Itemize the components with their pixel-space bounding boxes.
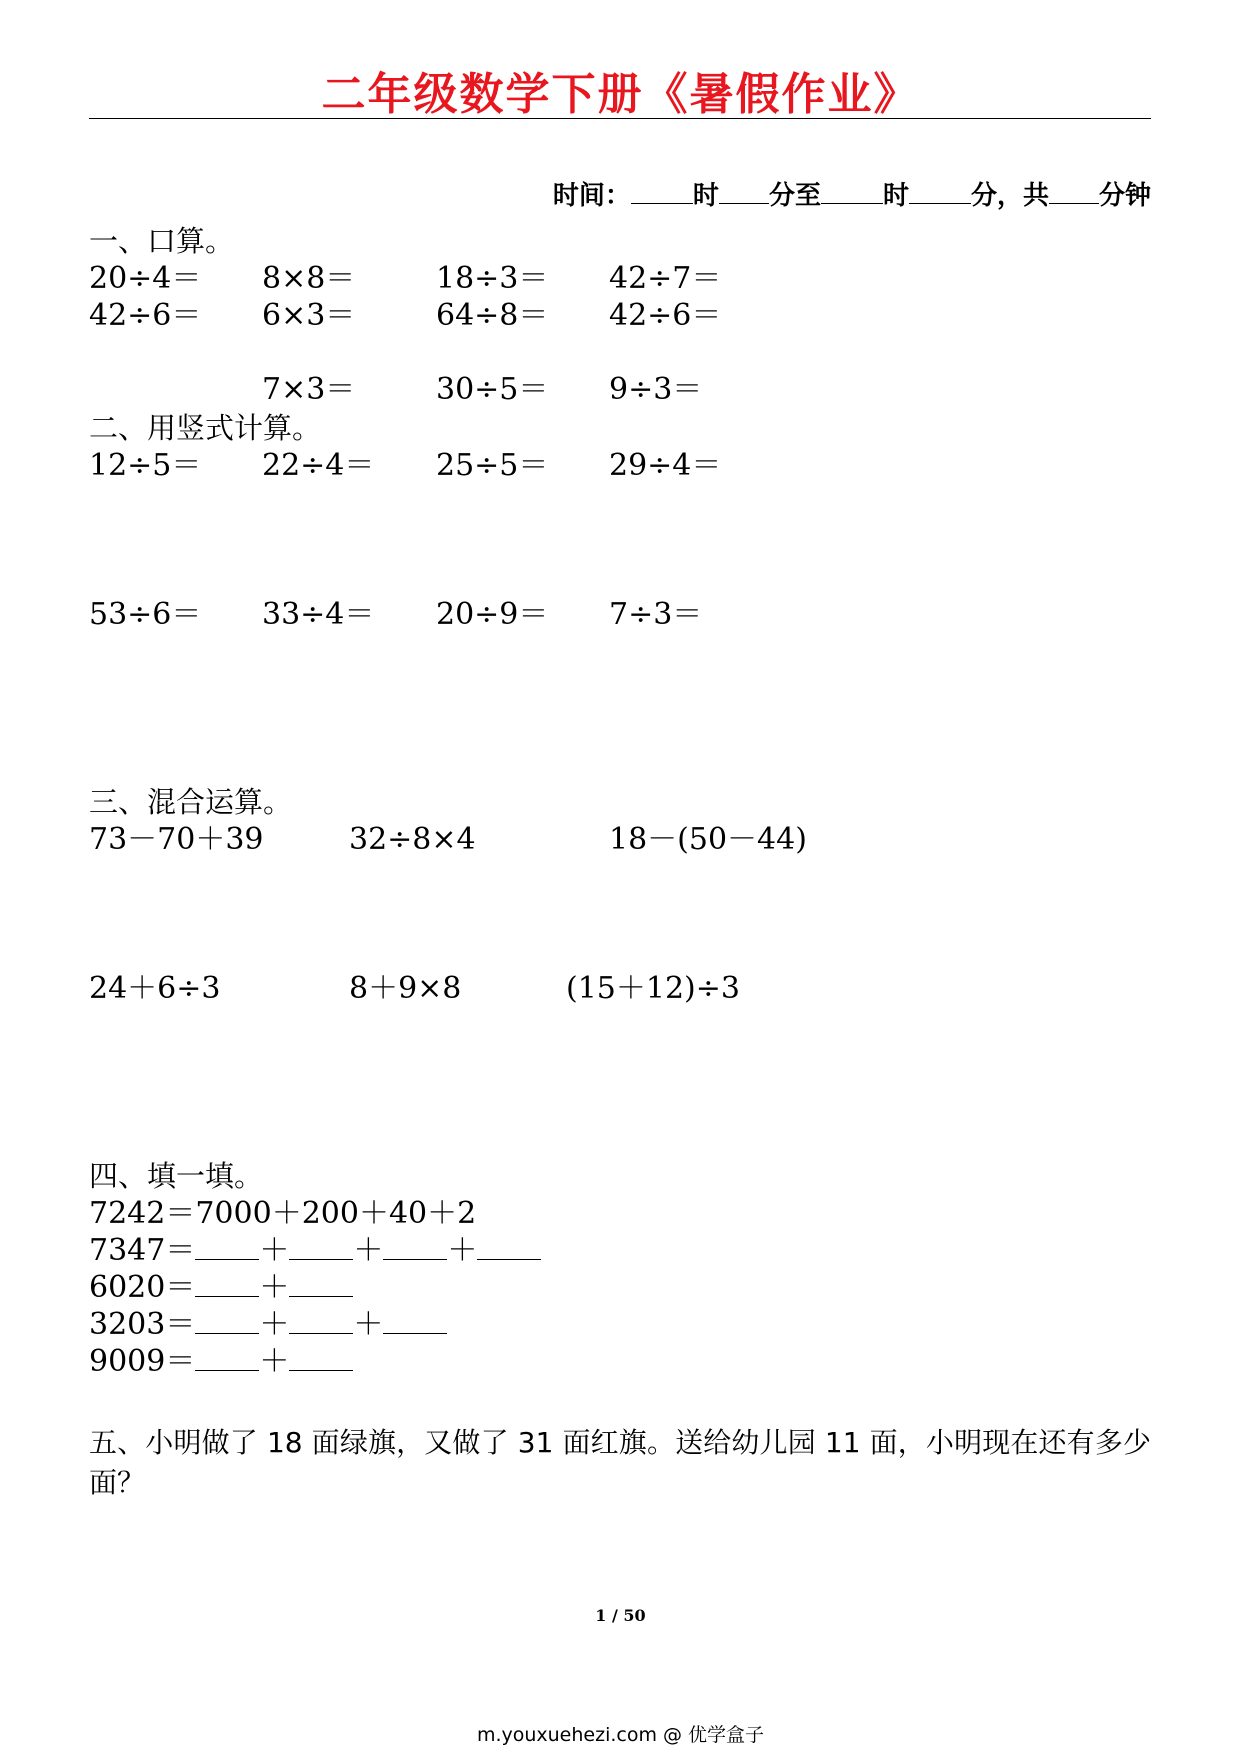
title-divider <box>89 118 1151 119</box>
section3-heading: 三、混合运算。 <box>89 785 293 819</box>
site-footer: m.youxuehezi.com @ 优学盒子 <box>476 1724 765 1746</box>
vertical-calc-item: 12÷5＝ <box>89 448 202 483</box>
fill-blank[interactable] <box>195 1295 259 1297</box>
start-hour-blank[interactable] <box>631 202 693 204</box>
fill-number: 6020＝ <box>89 1270 196 1305</box>
section2-heading: 二、用竖式计算。 <box>89 411 322 445</box>
mixed-calc-item: 32÷8×4 <box>349 822 476 857</box>
plus-sign: ＋ <box>259 1233 290 1268</box>
fill-number: 7347＝ <box>89 1233 196 1268</box>
vertical-calc-item: 53÷6＝ <box>89 597 202 632</box>
fill-blank[interactable] <box>383 1332 447 1334</box>
fill-blank[interactable] <box>289 1258 353 1260</box>
mixed-calc-item: 8＋9×8 <box>349 971 462 1006</box>
plus-sign: ＋ <box>259 1344 290 1379</box>
oral-calc-item: 7×3＝ <box>262 372 356 407</box>
fill-item <box>89 1307 447 1343</box>
oral-calc-item: 6×3＝ <box>262 298 356 333</box>
mixed-calc-item: 18－(50－44) <box>609 822 807 857</box>
oral-calc-item: 18÷3＝ <box>436 261 549 296</box>
plus-sign: ＋ <box>447 1233 478 1268</box>
oral-calc-item: 9÷3＝ <box>609 372 703 407</box>
mixed-calc-item: 24＋6÷3 <box>89 971 221 1006</box>
oral-calc-item: 42÷6＝ <box>89 298 202 333</box>
fill-blank[interactable] <box>477 1258 541 1260</box>
oral-calc-item: 20÷4＝ <box>89 261 202 296</box>
mixed-calc-item: (15＋12)÷3 <box>566 971 740 1006</box>
oral-calc-item: 30÷5＝ <box>436 372 549 407</box>
page-title: 二年级数学下册《暑假作业》 <box>321 69 920 120</box>
vertical-calc-item: 25÷5＝ <box>436 448 549 483</box>
oral-calc-item: 42÷7＝ <box>609 261 722 296</box>
mixed-calc-item: 73－70＋39 <box>89 822 264 857</box>
word-problem: 五、小明做了 18 面绿旗，又做了 31 面红旗。送给幼儿园 11 面，小明现在还有多少面？ <box>89 1426 1151 1499</box>
minute-to-label: 分至 <box>768 181 821 211</box>
hour-label-1: 时 <box>692 181 719 211</box>
plus-sign: ＋ <box>259 1307 290 1342</box>
fill-example: 7242＝7000＋200＋40＋2 <box>89 1196 477 1231</box>
plus-sign: ＋ <box>259 1270 290 1305</box>
oral-calc-item: 64÷8＝ <box>436 298 549 333</box>
fill-blank[interactable] <box>195 1369 259 1371</box>
oral-calc-item: 42÷6＝ <box>609 298 722 333</box>
plus-sign: ＋ <box>353 1233 384 1268</box>
vertical-calc-item: 7÷3＝ <box>609 597 703 632</box>
plus-sign: ＋ <box>353 1307 384 1342</box>
fill-blank[interactable] <box>289 1369 353 1371</box>
fill-blank[interactable] <box>289 1295 353 1297</box>
fill-blank[interactable] <box>383 1258 447 1260</box>
page-number: 1 / 50 <box>595 1606 646 1625</box>
hour-label-2: 时 <box>882 181 909 211</box>
vertical-calc-item: 22÷4＝ <box>262 448 375 483</box>
vertical-calc-item: 20÷9＝ <box>436 597 549 632</box>
time-record-line <box>553 175 1151 212</box>
fill-number: 3203＝ <box>89 1307 196 1342</box>
section1-heading: 一、口算。 <box>89 224 235 258</box>
end-minute-blank[interactable] <box>909 202 971 204</box>
oral-calc-item: 8×8＝ <box>262 261 356 296</box>
fill-item <box>89 1344 353 1380</box>
minutes-label: 分钟 <box>1098 181 1151 211</box>
minute-total-label: 分，共 <box>970 181 1049 211</box>
vertical-calc-item: 33÷4＝ <box>262 597 375 632</box>
fill-item <box>89 1270 353 1306</box>
time-label: 时间： <box>552 181 631 211</box>
fill-blank[interactable] <box>195 1258 259 1260</box>
fill-blank[interactable] <box>195 1332 259 1334</box>
fill-item <box>89 1233 541 1269</box>
fill-blank[interactable] <box>289 1332 353 1334</box>
end-hour-blank[interactable] <box>821 202 883 204</box>
start-minute-blank[interactable] <box>719 202 769 204</box>
total-minutes-blank[interactable] <box>1049 202 1099 204</box>
section4-heading: 四、填一填。 <box>89 1159 264 1193</box>
vertical-calc-item: 29÷4＝ <box>609 448 722 483</box>
fill-number: 9009＝ <box>89 1344 196 1379</box>
